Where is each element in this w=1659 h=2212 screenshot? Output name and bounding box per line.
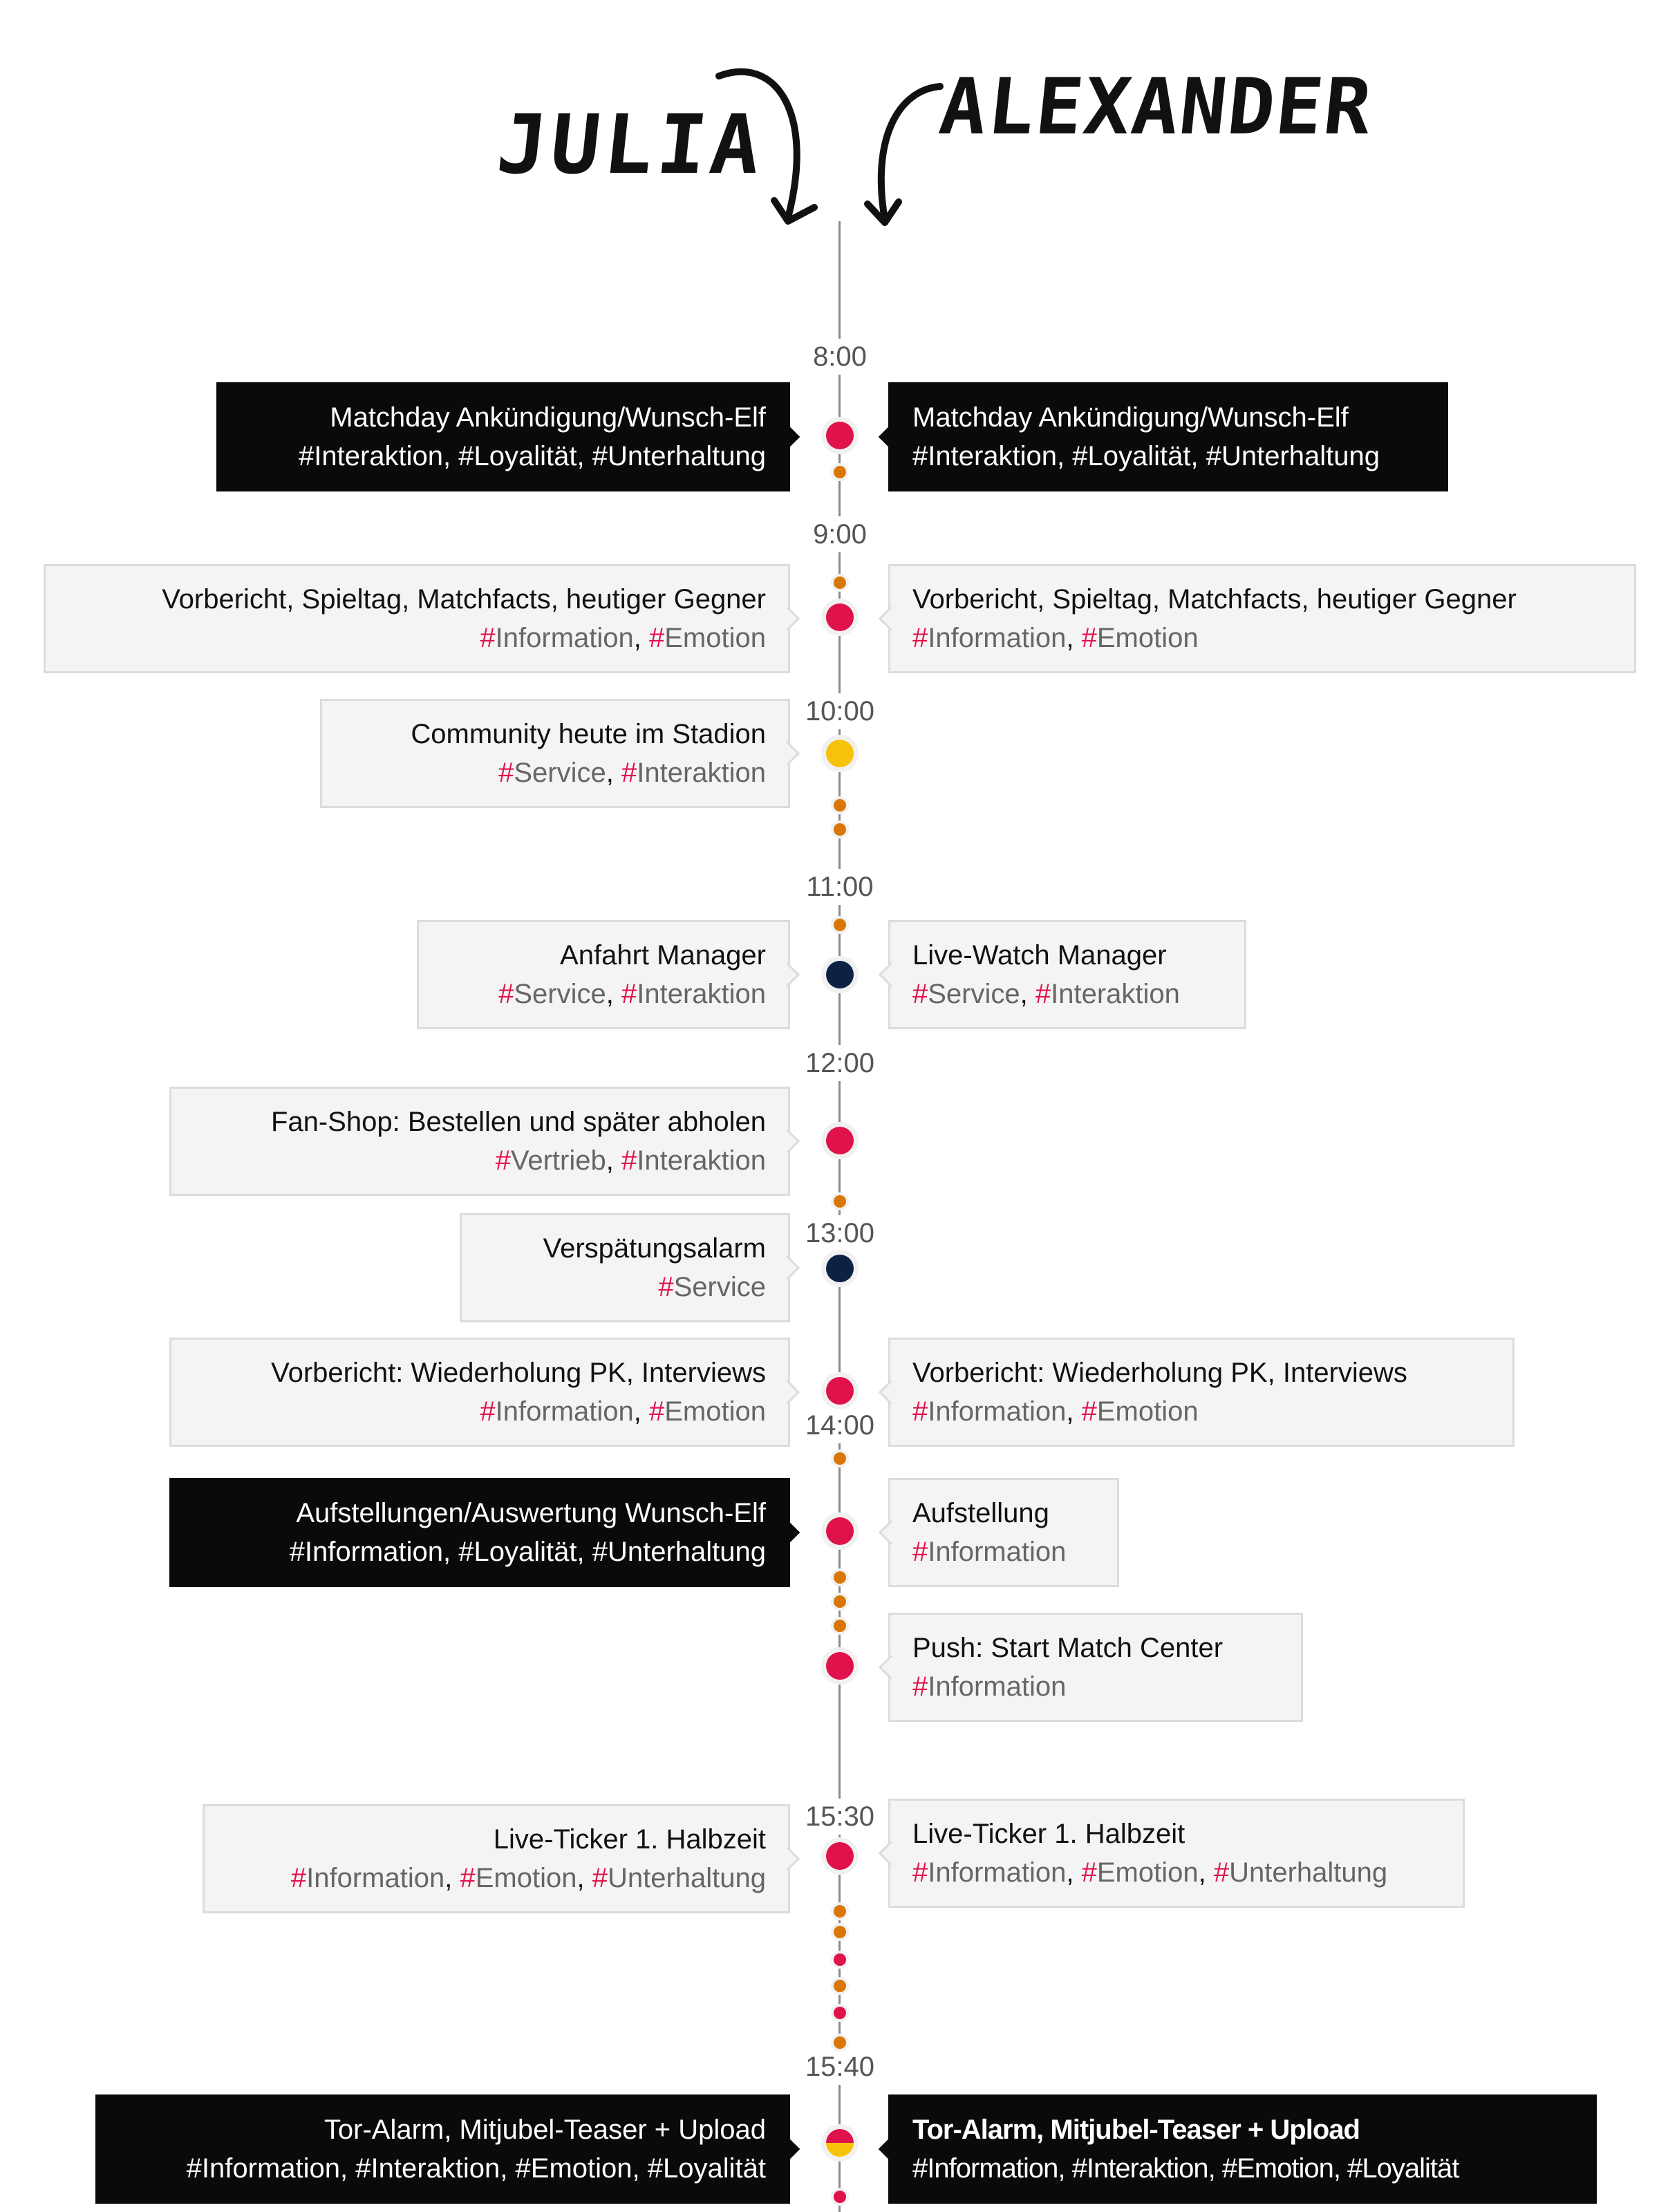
card-title: Verspätungsalarm bbox=[543, 1233, 766, 1264]
person-label-right: ALEXANDER bbox=[935, 62, 1377, 152]
event-dot bbox=[826, 422, 854, 449]
julia-card bbox=[44, 564, 790, 673]
hashtag-symbol: # bbox=[1081, 1857, 1097, 1888]
alexander-card bbox=[888, 564, 1636, 673]
hashtag-symbol: # bbox=[1206, 441, 1221, 471]
card-title: Aufstellungen/Auswertung Wunsch-Elf bbox=[296, 1498, 766, 1528]
event-dot bbox=[826, 961, 854, 988]
hashtag-symbol: # bbox=[498, 758, 514, 788]
event-dot bbox=[826, 740, 854, 767]
alexander-card bbox=[888, 1613, 1303, 1722]
hashtag-symbol: # bbox=[355, 2153, 371, 2184]
tag-label: Loyalität bbox=[1362, 2153, 1459, 2184]
card-title: Tor-Alarm, Mitjubel-Teaser + Upload bbox=[324, 2115, 766, 2145]
arrow-right-icon bbox=[881, 86, 940, 220]
card-title: Matchday Ankündigung/Wunsch-Elf bbox=[912, 402, 1349, 433]
person-label-left: JULIA bbox=[492, 97, 769, 192]
tag-label: Service bbox=[673, 1272, 766, 1302]
julia-card bbox=[169, 1338, 790, 1447]
tag-label: Emotion bbox=[475, 1863, 577, 1893]
hashtag-symbol: # bbox=[186, 2153, 202, 2184]
tag-label: Unterhaltung bbox=[1229, 1857, 1388, 1888]
hashtag-symbol: # bbox=[460, 1863, 476, 1893]
tag-label: Service bbox=[514, 979, 606, 1009]
hashtag-symbol: # bbox=[1221, 2153, 1237, 2184]
event-dot bbox=[826, 1377, 854, 1405]
hashtag-symbol: # bbox=[515, 2153, 531, 2184]
minor-dot bbox=[834, 1571, 846, 1584]
card-title: Community heute im Stadion bbox=[411, 719, 766, 749]
minor-dot bbox=[834, 1980, 846, 1992]
minor-dot bbox=[834, 919, 846, 931]
card-tags: #Information, #Emotion bbox=[912, 1396, 1199, 1427]
minor-dot bbox=[834, 2191, 846, 2203]
card-tags: #Service, #Interaktion bbox=[498, 979, 766, 1009]
arrow-left-icon bbox=[719, 72, 797, 218]
tag-label: Loyalität bbox=[663, 2153, 766, 2184]
minor-dot bbox=[834, 466, 846, 478]
minor-dot bbox=[834, 1452, 846, 1465]
tag-label: Emotion bbox=[1237, 2153, 1333, 2184]
minor-dot bbox=[834, 823, 846, 836]
tag-label: Emotion bbox=[664, 1396, 766, 1427]
event-dot-split bbox=[826, 2129, 854, 2157]
hashtag-symbol: # bbox=[1081, 623, 1097, 653]
card-title: Push: Start Match Center bbox=[912, 1633, 1224, 1663]
tag-label: Interaktion bbox=[928, 441, 1058, 471]
card-tags: #Information, #Emotion, #Unterhaltung bbox=[912, 1857, 1388, 1888]
hashtag-symbol: # bbox=[289, 1537, 305, 1567]
alexander-card bbox=[888, 1478, 1119, 1587]
alexander-card bbox=[888, 1338, 1515, 1447]
tag-label: Unterhaltung bbox=[607, 1863, 766, 1893]
time-label: 15:40 bbox=[771, 2049, 909, 2085]
card-title: Live-Watch Manager bbox=[912, 940, 1167, 971]
alexander-card bbox=[888, 1799, 1465, 1908]
card-tags: #Service, #Interaktion bbox=[498, 758, 766, 788]
tag-label: Unterhaltung bbox=[1221, 441, 1380, 471]
hashtag-symbol: # bbox=[592, 1537, 608, 1567]
julia-card bbox=[320, 699, 790, 808]
card-title: Live-Ticker 1. Halbzeit bbox=[493, 1824, 766, 1855]
tag-label: Interaktion bbox=[371, 2153, 500, 2184]
tag-label: Loyalität bbox=[474, 1537, 577, 1567]
minor-dot bbox=[834, 1926, 846, 1938]
hashtag-symbol: # bbox=[1072, 441, 1088, 471]
hashtag-symbol: # bbox=[498, 979, 514, 1009]
card-tags: #Information, #Emotion bbox=[480, 1396, 766, 1427]
tag-label: Information bbox=[306, 1863, 445, 1893]
event-dot bbox=[826, 1842, 854, 1870]
tag-label: Unterhaltung bbox=[607, 441, 766, 471]
tag-label: Information bbox=[928, 1537, 1067, 1567]
tag-label: Service bbox=[928, 979, 1020, 1009]
hashtag-symbol: # bbox=[621, 758, 637, 788]
julia-card bbox=[417, 920, 790, 1029]
hashtag-symbol: # bbox=[649, 623, 665, 653]
tag-label: Emotion bbox=[530, 2153, 632, 2184]
alexander-card bbox=[888, 382, 1448, 491]
hashtag-symbol: # bbox=[912, 623, 928, 653]
hashtag-symbol: # bbox=[912, 1396, 928, 1427]
tag-label: Information bbox=[495, 1396, 634, 1427]
card-title: Live-Ticker 1. Halbzeit bbox=[912, 1819, 1185, 1849]
hashtag-symbol: # bbox=[912, 2153, 928, 2184]
hashtag-symbol: # bbox=[912, 1537, 928, 1567]
hashtag-symbol: # bbox=[649, 1396, 665, 1427]
hashtag-symbol: # bbox=[458, 441, 474, 471]
hashtag-symbol: # bbox=[290, 1863, 307, 1893]
tag-label: Interaktion bbox=[314, 441, 443, 471]
card-title: Vorbericht: Wiederholung PK, Interviews bbox=[912, 1358, 1407, 1388]
event-dot bbox=[826, 1652, 854, 1680]
hashtag-symbol: # bbox=[912, 1857, 928, 1888]
tag-label: Information bbox=[927, 2153, 1058, 2184]
event-dot bbox=[826, 1517, 854, 1545]
card-tags: #Information, #Interaktion, #Emotion, #Loyalität bbox=[912, 2153, 1459, 2184]
event-dot bbox=[826, 603, 854, 631]
tag-label: Information bbox=[304, 1537, 443, 1567]
tag-label: Interaktion bbox=[1051, 979, 1180, 1009]
tag-label: Loyalität bbox=[1087, 441, 1191, 471]
hashtag-symbol: # bbox=[1213, 1857, 1230, 1888]
tag-label: Emotion bbox=[664, 623, 766, 653]
time-label: 11:00 bbox=[771, 869, 909, 905]
tag-label: Information bbox=[928, 1857, 1067, 1888]
time-label: 14:00 bbox=[771, 1407, 909, 1443]
minor-dot bbox=[834, 1905, 846, 1918]
card-title: Vorbericht: Wiederholung PK, Interviews bbox=[271, 1358, 766, 1388]
tag-label: Interaktion bbox=[637, 979, 766, 1009]
hashtag-symbol: # bbox=[592, 1863, 608, 1893]
minor-dot bbox=[834, 1953, 846, 1966]
tag-label: Information bbox=[495, 623, 634, 653]
hashtag-symbol: # bbox=[1035, 979, 1051, 1009]
time-label: 12:00 bbox=[771, 1045, 909, 1081]
time-label: 9:00 bbox=[771, 516, 909, 552]
julia-card bbox=[95, 2094, 790, 2204]
tag-label: Information bbox=[928, 1671, 1067, 1702]
card-tags: #Vertrieb, #Interaktion bbox=[495, 1145, 766, 1176]
tag-label: Information bbox=[928, 1396, 1067, 1427]
hashtag-symbol: # bbox=[480, 1396, 496, 1427]
handdrawn-arrows bbox=[0, 0, 1659, 276]
hashtag-symbol: # bbox=[912, 1671, 928, 1702]
event-dot bbox=[826, 1255, 854, 1282]
tag-label: Emotion bbox=[1096, 1396, 1199, 1427]
hashtag-symbol: # bbox=[480, 623, 496, 653]
time-label: 13:00 bbox=[771, 1215, 909, 1251]
card-title: Vorbericht, Spieltag, Matchfacts, heutiger Gegner bbox=[912, 584, 1517, 615]
alexander-card bbox=[888, 2094, 1597, 2204]
minor-dot bbox=[834, 1195, 846, 1208]
hashtag-symbol: # bbox=[912, 979, 928, 1009]
card-title: Fan-Shop: Bestellen und später abholen bbox=[270, 1107, 766, 1137]
card-tags: #Information, #Emotion, #Unterhaltung bbox=[290, 1863, 766, 1893]
card-title: Aufstellung bbox=[912, 1498, 1049, 1528]
card-title: Vorbericht, Spieltag, Matchfacts, heutiger Gegner bbox=[162, 584, 766, 615]
tag-label: Service bbox=[514, 758, 606, 788]
minor-dot bbox=[834, 799, 846, 812]
alexander-card bbox=[888, 920, 1246, 1029]
hashtag-symbol: # bbox=[495, 1145, 511, 1176]
time-label: 10:00 bbox=[771, 693, 909, 729]
time-label: 8:00 bbox=[771, 339, 909, 375]
hashtag-symbol: # bbox=[592, 441, 608, 471]
tag-label: Emotion bbox=[1096, 623, 1199, 653]
card-title: Tor-Alarm, Mitjubel-Teaser + Upload bbox=[912, 2115, 1360, 2145]
minor-dot bbox=[834, 2036, 846, 2049]
tag-label: Information bbox=[928, 623, 1067, 653]
tag-label: Interaktion bbox=[637, 1145, 766, 1176]
minor-dot bbox=[834, 577, 846, 589]
julia-card bbox=[460, 1213, 790, 1322]
julia-card bbox=[169, 1478, 790, 1587]
card-tags: #Information, #Emotion bbox=[480, 623, 766, 653]
card-tags bbox=[912, 1533, 1095, 1571]
tag-label: Vertrieb bbox=[510, 1145, 606, 1176]
hashtag-symbol: # bbox=[647, 2153, 664, 2184]
tag-label: Unterhaltung bbox=[607, 1537, 766, 1567]
tag-label: Emotion bbox=[1096, 1857, 1199, 1888]
hashtag-symbol: # bbox=[458, 1537, 474, 1567]
hashtag-symbol: # bbox=[912, 441, 928, 471]
hashtag-symbol: # bbox=[298, 441, 315, 471]
minor-dot bbox=[834, 1595, 846, 1608]
julia-card bbox=[169, 1087, 790, 1196]
minor-dot bbox=[834, 2007, 846, 2019]
card-tags: #Information, #Loyalität, #Unterhaltung bbox=[289, 1537, 766, 1567]
minor-dot bbox=[834, 1620, 846, 1632]
card-tags bbox=[484, 1268, 766, 1306]
hashtag-symbol: # bbox=[1347, 2153, 1362, 2184]
hashtag-symbol: # bbox=[1071, 2153, 1087, 2184]
card-tags: #Interaktion, #Loyalität, #Unterhaltung bbox=[912, 441, 1380, 471]
card-title: Anfahrt Manager bbox=[560, 940, 766, 971]
card-tags: #Information, #Interaktion, #Emotion, #Loyalität bbox=[186, 2153, 766, 2184]
card-tags: #Interaktion, #Loyalität, #Unterhaltung bbox=[298, 441, 766, 471]
card-tags: #Information, #Emotion bbox=[912, 623, 1199, 653]
card-title: Matchday Ankündigung/Wunsch-Elf bbox=[330, 402, 766, 433]
tag-label: Interaktion bbox=[637, 758, 766, 788]
card-tags: #Service, #Interaktion bbox=[912, 979, 1180, 1009]
tag-label: Interaktion bbox=[1086, 2153, 1208, 2184]
hashtag-symbol: # bbox=[658, 1272, 674, 1302]
julia-card bbox=[203, 1804, 790, 1913]
julia-card bbox=[216, 382, 790, 491]
hashtag-symbol: # bbox=[1081, 1396, 1097, 1427]
card-tags bbox=[912, 1667, 1279, 1706]
event-dot bbox=[826, 1127, 854, 1154]
hashtag-symbol: # bbox=[621, 979, 637, 1009]
tag-label: Information bbox=[201, 2153, 341, 2184]
hashtag-symbol: # bbox=[621, 1145, 637, 1176]
time-label: 15:30 bbox=[771, 1799, 909, 1835]
tag-label: Loyalität bbox=[474, 441, 577, 471]
